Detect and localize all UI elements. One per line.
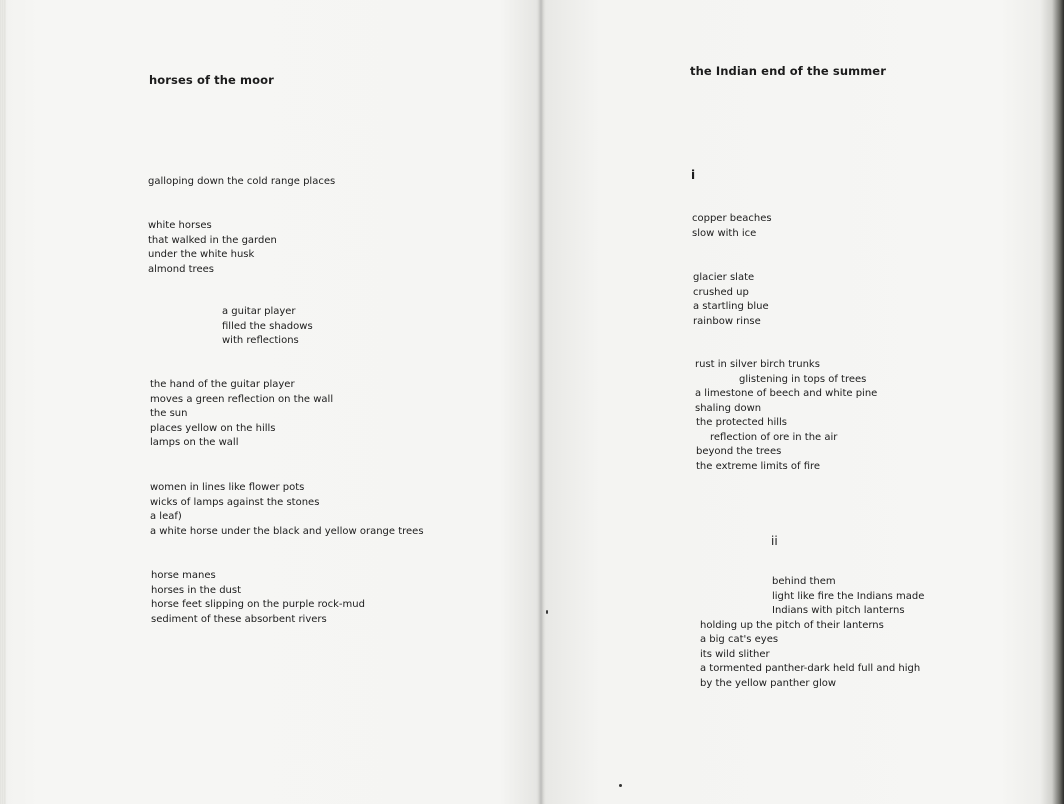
poem-line: a tormented panther-dark held full and high xyxy=(700,663,921,674)
poem-line: a big cat's eyes xyxy=(700,634,779,645)
poem-line: galloping down the cold range places xyxy=(148,176,336,187)
poem-line: glistening in tops of trees xyxy=(739,373,867,385)
poem-line: filled the shadows xyxy=(222,320,313,332)
poem-line: reflection of ore in the air xyxy=(710,431,838,443)
poem-line: wicks of lamps against the stones xyxy=(150,496,320,508)
poem-line: shaling down xyxy=(695,402,762,414)
poem-line: copper beaches xyxy=(692,213,772,224)
poem-line: horses in the dust xyxy=(151,584,242,596)
poem-line: a white horse under the black and yellow orange trees xyxy=(150,525,424,537)
section-number-i: i xyxy=(691,168,696,182)
poem-line: beyond the trees xyxy=(696,446,782,457)
stanza xyxy=(700,575,924,691)
poem-line: the sun xyxy=(150,408,188,419)
stanza xyxy=(692,212,772,241)
poem-line: holding up the pitch of their lanterns xyxy=(700,619,884,631)
stanza xyxy=(151,569,365,627)
poem-line: almond trees xyxy=(148,263,214,275)
poem-line: with reflections xyxy=(222,335,299,346)
poem-line: crushed up xyxy=(693,286,749,298)
poem-line: rainbow rinse xyxy=(693,315,761,327)
poem-line: women in lines like flower pots xyxy=(150,482,305,493)
section-number-ii: ii xyxy=(771,534,778,548)
poem-title-left: horses of the moor xyxy=(149,73,274,87)
right-page xyxy=(544,0,1064,804)
poem-line: by the yellow panther glow xyxy=(700,677,837,689)
stanza xyxy=(148,219,277,277)
paper-speck xyxy=(619,784,622,787)
poem-line: behind them xyxy=(772,576,836,587)
poem-line: slow with ice xyxy=(692,227,757,239)
poem-title-right: the Indian end of the summer xyxy=(690,64,886,78)
poem-line: the extreme limits of fire xyxy=(696,460,821,472)
poem-line: a startling blue xyxy=(693,301,769,312)
stanza xyxy=(695,358,877,474)
poem-line: under the white husk xyxy=(148,249,255,260)
poem-line: horse manes xyxy=(151,570,216,581)
poem-line: its wild slither xyxy=(700,648,770,660)
poem-line: Indians with pitch lanterns xyxy=(772,605,905,616)
poem-line: lamps on the wall xyxy=(150,437,239,448)
poem-line: a guitar player xyxy=(222,306,296,317)
poem-line: glacier slate xyxy=(693,272,755,283)
poem-line: a limestone of beech and white pine xyxy=(695,388,878,399)
poem-line: rust in silver birch trunks xyxy=(695,359,820,370)
poem-line: the protected hills xyxy=(696,417,788,428)
poem-line: a leaf) xyxy=(150,511,182,522)
stanza xyxy=(150,481,424,539)
poem-line: horse feet slipping on the purple rock-mud xyxy=(151,599,365,610)
stanza xyxy=(150,378,333,451)
poem-line: sediment of these absorbent rivers xyxy=(151,613,327,625)
poem-line: white horses xyxy=(148,220,212,231)
poem-line: moves a green reflection on the wall xyxy=(150,393,334,405)
stanza xyxy=(222,305,313,349)
poem-line: the hand of the guitar player xyxy=(150,379,295,390)
poem-line: light like fire the Indians made xyxy=(772,590,925,602)
poem-line: places yellow on the hills xyxy=(150,422,276,434)
stanza xyxy=(693,271,769,329)
poem-line: that walked in the garden xyxy=(148,234,277,246)
stanza xyxy=(148,175,335,190)
